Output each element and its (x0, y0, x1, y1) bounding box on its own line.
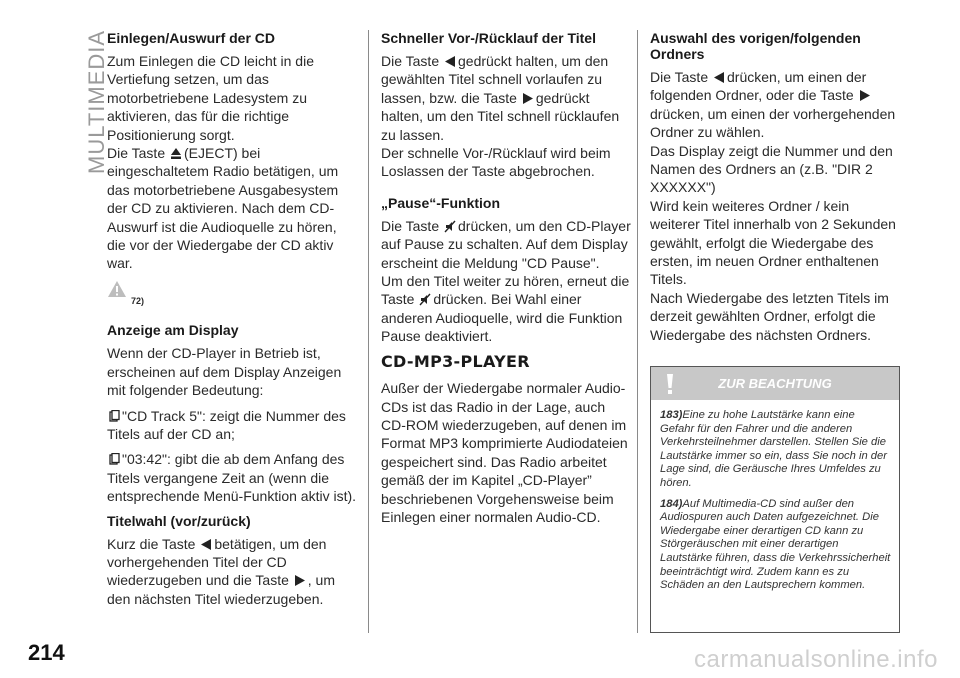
para-fast: Die Taste gedrückt halten, um den gewählten Titel schnell vorlaufen zu lassen, bzw. die Taste gedrückt halten, um den Titel schnell rücklaufen zu lassen. (381, 53, 620, 143)
warning-reference (107, 280, 357, 310)
heading-eject: Einlegen/Auswurf der CD (107, 30, 276, 46)
triangle-right-icon (859, 89, 871, 102)
triangle-left-icon (444, 55, 456, 68)
para-pause-2: Um den Titel weiter zu hören, erneut die Taste drücken. Bei Wahl einer anderen Audioquelle, wird die Funktion Pause deaktiviert. (381, 273, 630, 345)
para-mp3: Außer der Wiedergabe normaler Audio-CDs ist das Radio in der Lage, auch CD-ROM wiederzugeben, auf denen im Format MP3 komprimierte Audiodateien gespeichert sind. Das Radio arbeitet gemäß der im Kapitel „CD-Player” beschriebenen Vorgehensweise beim Einlegen einer normalen Audio-CD. (381, 380, 628, 525)
note-header (651, 367, 899, 400)
warning-triangle-icon (107, 280, 127, 298)
para-eject-1: Zum Einlegen die CD leicht in die Vertiefung setzen, um das motorbetriebene Ladesystem zu aktivieren, das für die richtige Positionierung sorgt. (107, 53, 314, 143)
pause-mute-icon (419, 293, 431, 306)
list-item: "03:42": gibt die ab dem Anfang des Titels vergangene Zeit an (wenn die entsprechende Menü-Funktion aktiv ist). (107, 451, 357, 505)
heading-display: Anzeige am Display (107, 322, 239, 339)
heading-fast: Schneller Vor-/Rücklauf der Titel (381, 30, 596, 46)
para-eject-2: Die Taste (EJECT) bei eingeschaltetem Radio betätigen, um das motorbetriebene Ausgabesystem der CD zu aktivieren. Nach dem CD-Auswurf ist die Audioquelle zu hören, die vor der Wiedergabe der CD aktiv war. (107, 145, 339, 272)
heading-pause: „Pause“-Funktion (381, 194, 501, 211)
column-1 (107, 30, 357, 615)
note-body (651, 400, 899, 593)
watermark: carmanualsonline.info (694, 646, 938, 673)
section-label: MULTIMEDIA (84, 29, 109, 174)
para-folder-4: Nach Wiedergabe des letzten Titels im derzeit gewählten Ordner, erfolgt die Wiedergabe des nächsten Ordners. (650, 289, 889, 343)
para-fast-2: Der schnelle Vor-/Rücklauf wird beim Loslassen der Taste abgebrochen. (381, 145, 611, 180)
page-number: 214 (28, 640, 65, 665)
note-box (650, 366, 900, 633)
triangle-right-icon (522, 92, 534, 105)
note-item: 184)Auf Multimedia-CD sind außer den Audiospuren auch Daten aufgezeichnet. Die Wiedergabe einer derartigen CD kann zu Störgeräuschen mit einer derartigen Lautstärke führen, dass die Verkehrssicherheit beeinträchtigt wird. Zudem kann es zu Schäden an den Lautsprechern kommen. (660, 497, 891, 592)
para-folder: Die Taste drücken, um einen der folgenden Ordner, oder die Taste drücken, um einen der vorhergehenden Ordner zu wählen. (650, 69, 896, 141)
bullet-square-icon (108, 410, 120, 423)
column-2 (381, 30, 631, 533)
heading-mp3: CD-MP3-PLAYER (381, 351, 530, 371)
heading-track: Titelwahl (vor/zurück) (107, 512, 251, 529)
triangle-left-icon (713, 71, 725, 84)
pause-mute-icon (444, 220, 456, 233)
para-folder-2: Das Display zeigt die Nummer und den Namen des Ordners an (z.B. "DIR 2 XXXXXX") (650, 142, 893, 196)
warning-ref-number: 72) (131, 295, 145, 306)
para-pause: Die Taste drücken, um den CD-Player auf Pause zu schalten. Auf dem Display erscheint die Meldung "CD Pause". (381, 217, 631, 271)
exclamation-icon (661, 373, 679, 395)
column-3 (650, 30, 900, 351)
bullet-square-icon (108, 453, 120, 466)
eject-icon (170, 147, 182, 160)
para-track: Kurz die Taste betätigen, um den vorhergehenden Titel der CD wiederzugeben und die Taste , um den nächsten Titel wiederzugeben. (107, 535, 336, 607)
para-folder-3: Wird kein weiteres Ordner / kein weiterer Titel innerhalb von 2 Sekunden gewählt, erfolgt die Wiedergabe des ersten, im neuen Ordner enthaltenen Titels. (650, 197, 896, 288)
list-item: "CD Track 5": zeigt die Nummer des Titels auf der CD an; (107, 407, 346, 442)
column-divider-1 (368, 30, 369, 633)
note-item: 183)Eine zu hohe Lautstärke kann eine Gefahr für den Fahrer und die anderen Verkehrsteilnehmer darstellen. Stellen Sie die Lautstärke immer so ein, dass Sie noch in der Lage sind, die Geräusche Ihres Umfeldes zu hören. (660, 409, 887, 489)
note-header-title: ZUR BEACHTUNG (718, 376, 832, 391)
triangle-left-icon (200, 538, 212, 551)
heading-folder: Auswahl des vorigen/folgenden Ordners (650, 30, 861, 62)
triangle-right-icon (294, 574, 306, 587)
side-section-title (58, 24, 109, 174)
para-display: Wenn der CD-Player in Betrieb ist, erscheinen auf dem Display Anzeigen mit folgender Bedeutung: (107, 345, 342, 399)
column-divider-2 (637, 30, 638, 633)
